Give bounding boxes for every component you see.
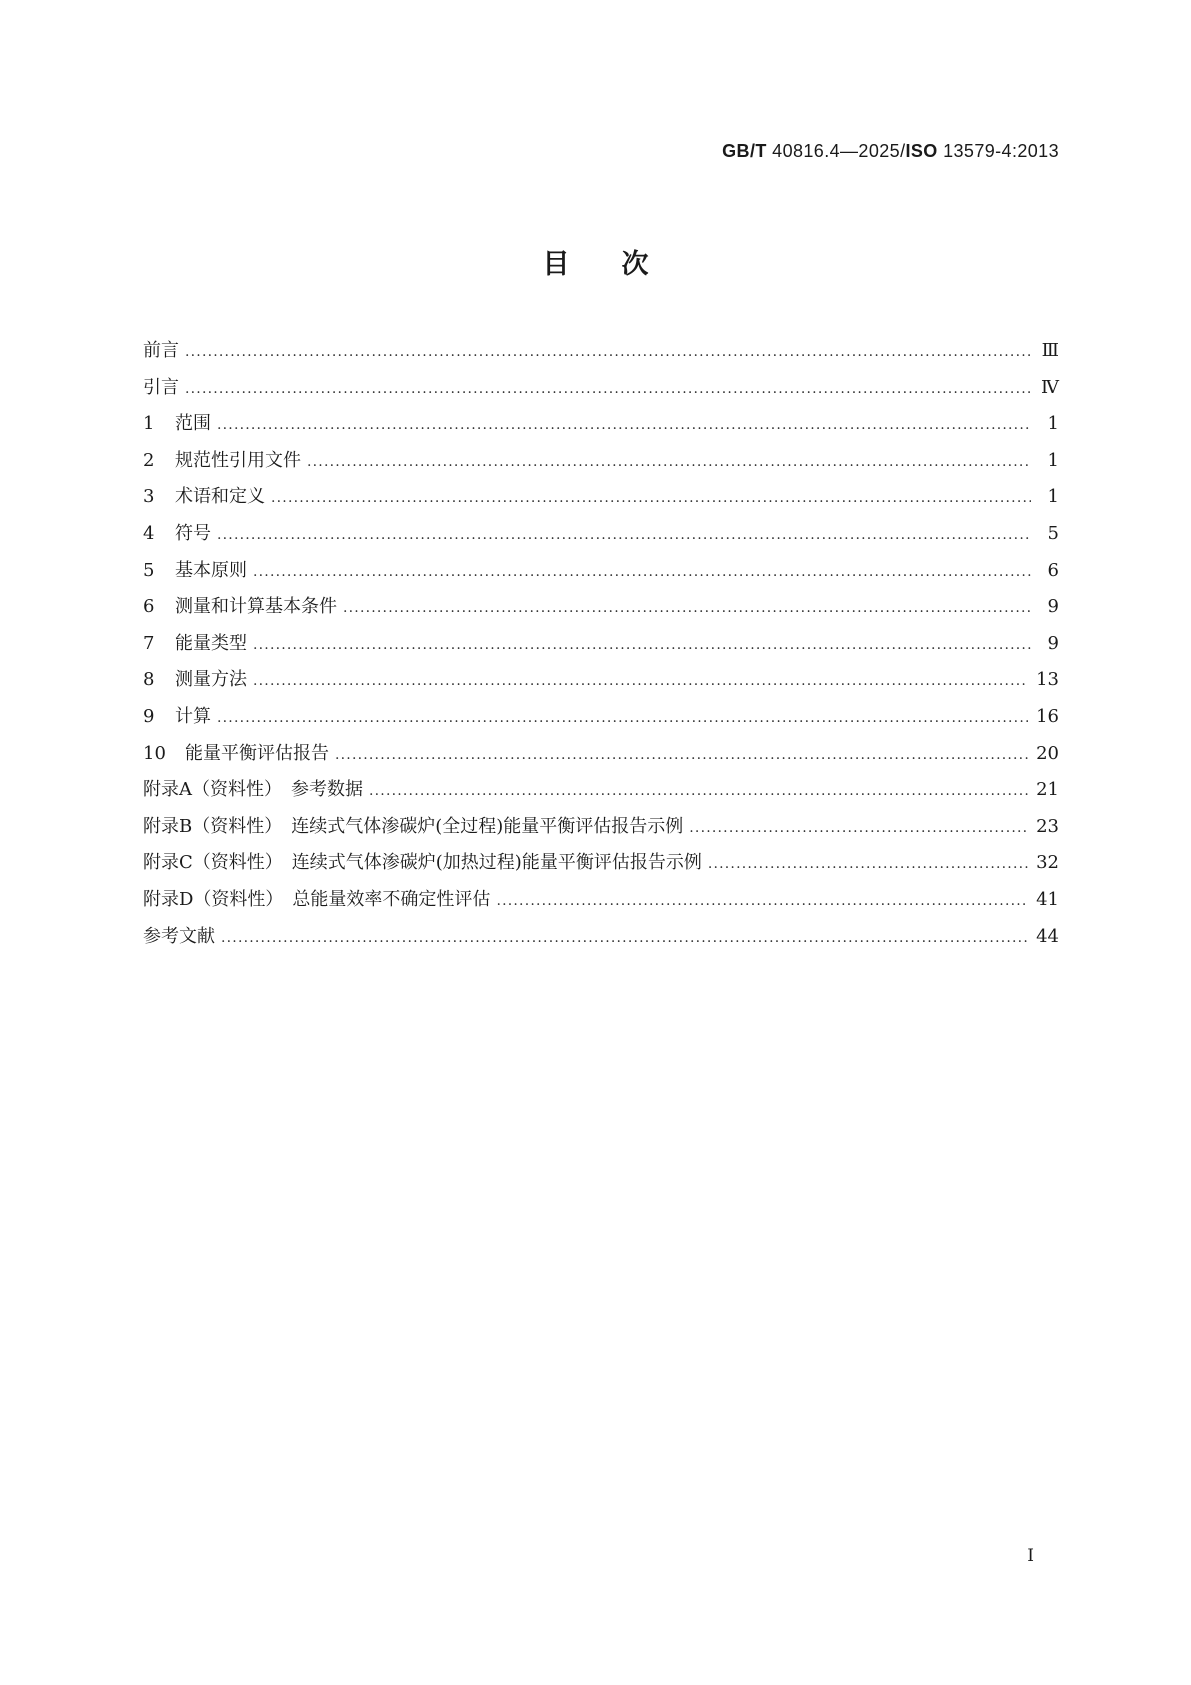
toc-leader <box>708 853 1028 875</box>
toc-entry-number: 9 <box>143 705 155 727</box>
toc-entry-page: 9 <box>1047 596 1059 618</box>
toc-entry-label: 附录C（资料性） 连续式气体渗碳炉(加热过程)能量平衡评估报告示例 <box>143 852 702 874</box>
toc-entry-page: 13 <box>1036 669 1059 691</box>
toc-entry-label: 附录D（资料性） 总能量效率不确定性评估 <box>143 888 491 910</box>
toc-entry-introduction[interactable] <box>143 377 1059 414</box>
toc-entry-calculation[interactable] <box>143 706 1059 743</box>
toc-leader <box>253 561 1031 583</box>
toc-entry-page: 16 <box>1036 705 1059 727</box>
toc-entry-terms-definitions[interactable] <box>143 486 1059 523</box>
toc-entry-page: 1 <box>1047 449 1059 471</box>
toc-entry-annex-b[interactable] <box>143 816 1059 853</box>
toc-entry-label: 附录B（资料性） 连续式气体渗碳炉(全过程)能量平衡评估报告示例 <box>143 815 684 837</box>
toc-entry-page: Ⅲ <box>1041 340 1059 361</box>
toc-entry-page: 5 <box>1047 522 1059 544</box>
toc-entry-label: 附录A（资料性） 参考数据 <box>143 779 363 801</box>
toc-entry-number: 3 <box>143 486 155 508</box>
toc-entry-normative-references[interactable] <box>143 450 1059 487</box>
toc-entry-label: 测量和计算基本条件 <box>175 596 337 618</box>
toc-entry-preface[interactable] <box>143 340 1059 377</box>
toc-leader <box>335 744 1028 766</box>
toc-entry-bibliography[interactable] <box>143 926 1059 963</box>
toc-entry-scope[interactable] <box>143 413 1059 450</box>
toc-leader <box>307 451 1031 473</box>
toc-entry-label: 引言 <box>143 376 179 398</box>
toc-entry-number: 2 <box>143 449 155 471</box>
toc-leader <box>271 487 1031 509</box>
toc-leader <box>217 707 1028 729</box>
toc-entry-label: 范围 <box>175 413 211 435</box>
toc-entry-page: 6 <box>1047 559 1059 581</box>
toc-entry-number: 10 <box>143 742 166 764</box>
toc-entry-energy-balance-report[interactable] <box>143 743 1059 780</box>
toc-entry-page: 9 <box>1047 632 1059 654</box>
iso-code: 13579-4:2013 <box>943 141 1059 161</box>
toc-leader <box>217 524 1031 546</box>
iso-prefix: ISO <box>905 141 938 161</box>
toc-entry-label: 测量方法 <box>175 669 247 691</box>
toc-entry-measurement-methods[interactable] <box>143 669 1059 706</box>
toc-leader <box>185 341 1031 363</box>
toc-leader <box>689 817 1028 839</box>
toc-entry-label: 能量平衡评估报告 <box>185 742 329 764</box>
toc-entry-label: 规范性引用文件 <box>175 449 301 471</box>
toc-entry-annex-a[interactable] <box>143 779 1059 816</box>
toc-entry-label: 计算 <box>175 705 211 727</box>
toc-entry-energy-types[interactable] <box>143 633 1059 670</box>
toc-entry-annex-c[interactable] <box>143 852 1059 889</box>
toc-leader <box>185 378 1031 400</box>
toc-entry-label: 能量类型 <box>175 632 247 654</box>
toc-entry-label: 符号 <box>175 522 211 544</box>
toc-entry-page: 32 <box>1036 852 1059 874</box>
toc-leader <box>496 890 1028 912</box>
toc-entry-basic-principles[interactable] <box>143 560 1059 597</box>
toc-entry-label: 基本原则 <box>175 559 247 581</box>
standard-code: 40816.4—2025/ <box>772 141 906 161</box>
toc-entry-page: 41 <box>1036 888 1059 910</box>
toc-entry-number: 4 <box>143 522 155 544</box>
toc-entry-page: 1 <box>1047 486 1059 508</box>
toc-entry-annex-d[interactable] <box>143 889 1059 926</box>
toc-entry-label: 前言 <box>143 340 179 361</box>
toc-entry-page: 23 <box>1036 815 1059 837</box>
standard-prefix: GB/T <box>722 141 767 161</box>
toc-entry-number: 6 <box>143 596 155 618</box>
toc-leader <box>253 634 1031 656</box>
standard-number <box>722 141 1059 162</box>
toc-entry-number: 7 <box>143 632 155 654</box>
toc-entry-label: 术语和定义 <box>175 486 265 508</box>
page-number: I <box>1027 1546 1034 1566</box>
toc-title: 目次 <box>542 249 701 280</box>
toc-entry-number: 8 <box>143 669 155 691</box>
toc-leader <box>343 597 1031 619</box>
toc-entry-number: 5 <box>143 559 155 581</box>
toc-entry-measurement-conditions[interactable] <box>143 596 1059 633</box>
toc-entry-number: 1 <box>143 413 155 435</box>
toc-entry-page: 44 <box>1036 925 1059 947</box>
toc-entry-symbols[interactable] <box>143 523 1059 560</box>
toc-leader <box>221 927 1028 949</box>
toc-entry-label: 参考文献 <box>143 925 215 947</box>
toc-leader <box>253 670 1028 692</box>
toc-entry-page: 21 <box>1036 779 1059 801</box>
toc-entry-page: 20 <box>1036 742 1059 764</box>
toc-leader <box>369 780 1028 802</box>
toc-entry-page: 1 <box>1047 413 1059 435</box>
toc-entry-page: Ⅳ <box>1041 376 1059 398</box>
table-of-contents <box>143 340 1059 962</box>
toc-leader <box>217 414 1031 436</box>
